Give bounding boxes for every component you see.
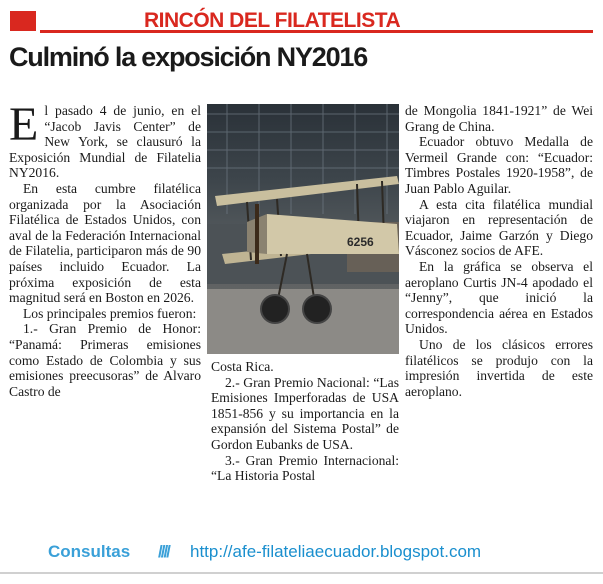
bottom-divider [0, 572, 603, 574]
section-marker [10, 11, 36, 31]
article-column-3 [405, 103, 593, 399]
article-column-1 [9, 98, 201, 399]
paragraph: de Mongolia 1841-1921” de Wei Grang de China. [405, 103, 593, 134]
footer-label: Consultas [48, 542, 131, 561]
section-header [10, 8, 593, 34]
paragraph: Ecuador obtuvo Medalla de Vermeil Grande con: “Ecuador: Timbres Postales 1920-1958”, de Juan Pablo Aguilar. [405, 134, 593, 196]
fuselage-number: 6256 [347, 235, 374, 249]
blog-link[interactable]: http://afe-filateliaecuador.blogspot.com [190, 542, 482, 561]
drop-cap: E [9, 98, 39, 151]
article-column-2 [211, 359, 399, 484]
paragraph: En esta cumbre filatélica organizada por la Asociación Filatélica de Estados Unidos, con aval de la Federación Internacional de Filatelia, participaron más de 90 países incluido Ecuador. La próxima exposición de esta magnitud será en Boston en 2026. [9, 180, 201, 306]
paragraph: El pasado 4 de junio, en el “Jacob Javis Center” de New York, se clausuró la Exposición Mundial de Filatelia NY2016. [9, 98, 201, 181]
article-headline: Culminó la exposición NY2016 [9, 42, 368, 72]
paragraph: Uno de los clásicos errores filatélicos se produjo con la impresión invertida de este aeroplano. [405, 336, 593, 399]
footer-bar [0, 538, 603, 568]
paragraph: Costa Rica. [211, 359, 274, 374]
paragraph: 2.- Gran Premio Nacional: “Las Emisiones Imperforadas de USA 1851-856 y su importancia en la expansión del Sistema Postal” de Gordon Eubanks de USA. [211, 374, 399, 452]
section-label: RINCÓN DEL FILATELISTA [144, 9, 401, 32]
biplane-photo [207, 104, 399, 354]
paragraph: 3.- Gran Premio Internacional: “La Historia Postal [211, 452, 399, 484]
paragraph: 1.- Gran Premio de Honor: “Panamá: Primeras emisiones como Estado de Colombia y sus emisiones preecusoras” de Alvaro Castro de [9, 321, 201, 399]
paragraph: Los principales premios fueron: [23, 305, 197, 321]
paragraph: A esta cita filatélica mundial viajaron en representación de Ecuador, Jaime Garzón y Diego Vásconez socios de AFE. [405, 196, 593, 259]
footer-separator: //// [158, 542, 169, 561]
curtiss-jenny-illustration [207, 104, 399, 354]
paragraph: En la gráfica se observa el aeroplano Curtis JN-4 apodado el “Jenny”, que inició la correspondencia aérea en Estados Unidos. [405, 258, 593, 337]
